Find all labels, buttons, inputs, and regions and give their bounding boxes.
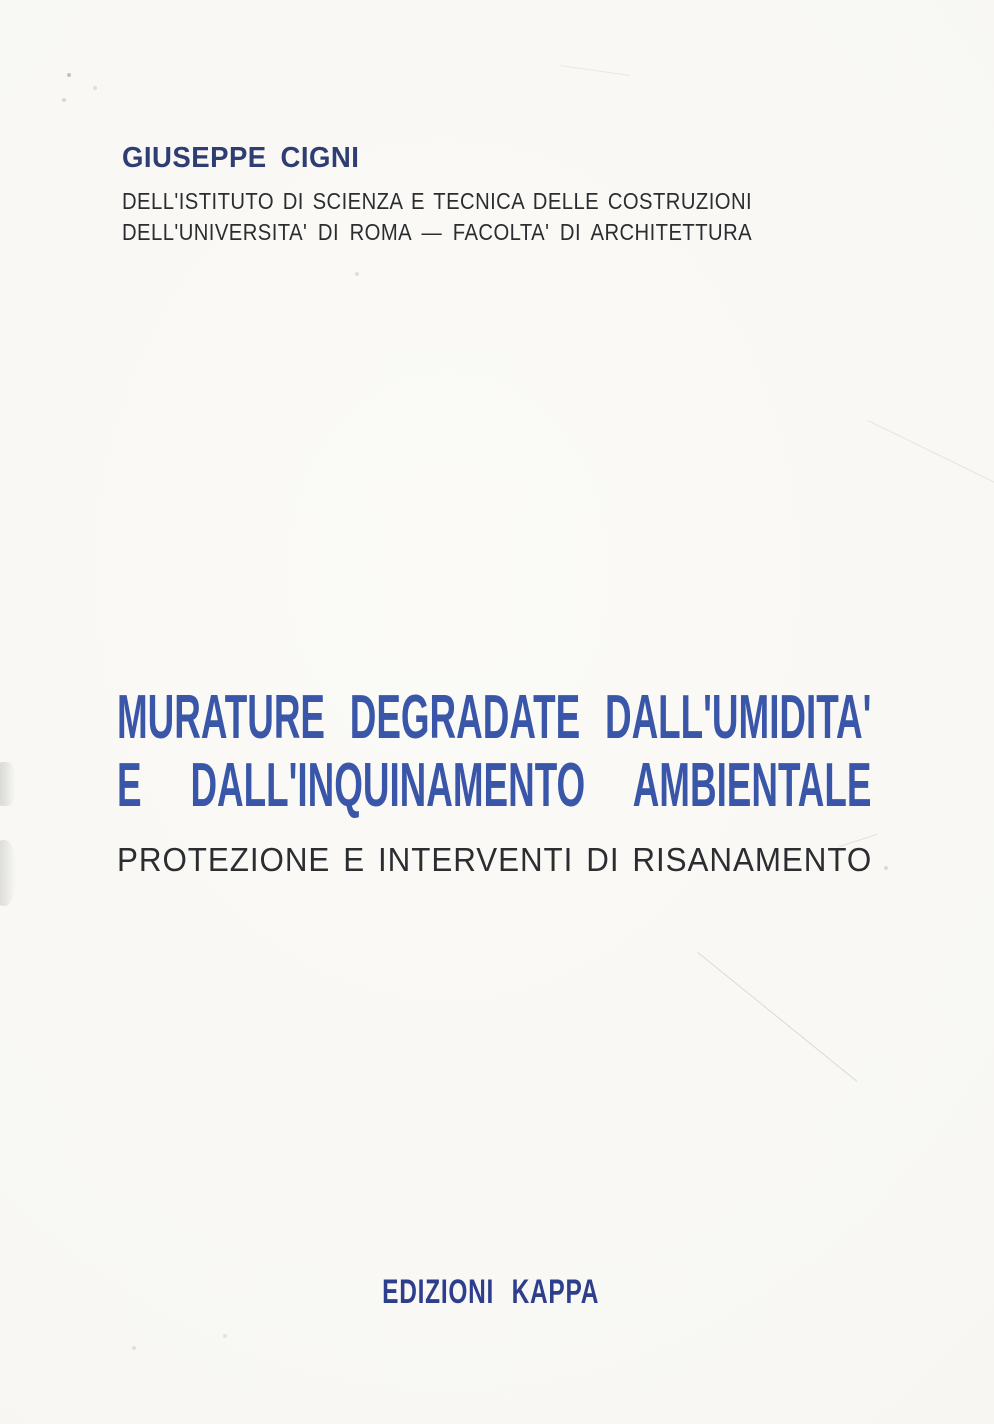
- scan-edge-blot: [0, 762, 16, 806]
- author-name: GIUSEPPE CIGNI: [122, 142, 360, 174]
- scan-speck: [884, 866, 888, 870]
- affiliation-line-1: DELL'ISTITUTO DI SCIENZA E TECNICA DELLE COSTRUZIONI: [122, 188, 753, 214]
- scan-crease: [697, 952, 857, 1082]
- title-line-2: E DALL'INQUINAMENTO AMBIENTALE: [117, 751, 872, 820]
- scan-speck: [132, 1346, 136, 1350]
- scan-crease: [560, 65, 629, 76]
- scan-speck: [355, 272, 359, 276]
- scan-speck: [67, 73, 71, 77]
- author-affiliation: [122, 186, 752, 248]
- publisher-block: [0, 1272, 982, 1313]
- affiliation-line-2: DELL'UNIVERSITA' DI ROMA — FACOLTA' DI ARCHITETTURA: [122, 219, 753, 245]
- scan-speck: [223, 1334, 227, 1338]
- title-line-1: MURATURE DEGRADATE DALL'UMIDITA': [117, 683, 872, 752]
- scan-speck: [62, 98, 66, 102]
- book-title: [117, 684, 871, 820]
- book-subtitle: PROTEZIONE E INTERVENTI DI RISANAMENTO: [117, 841, 873, 878]
- scan-speck: [93, 86, 97, 90]
- scan-edge-blot: [0, 840, 16, 906]
- scan-crease: [868, 420, 994, 487]
- publisher-name: EDIZIONI KAPPA: [382, 1273, 600, 1311]
